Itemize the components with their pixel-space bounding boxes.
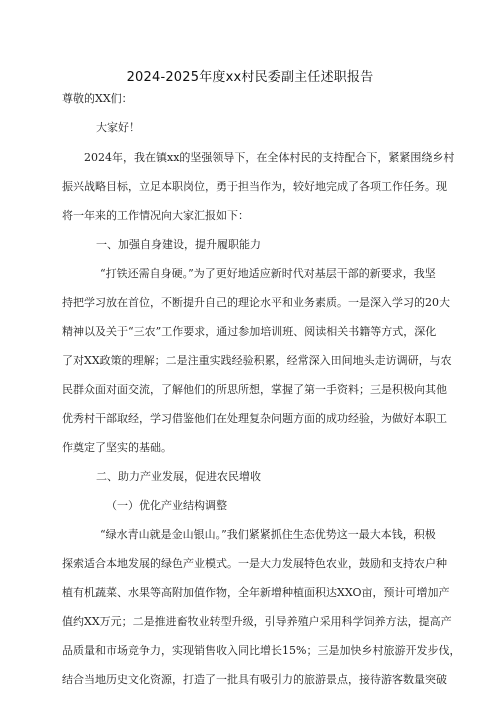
paragraph-line: 值约XX万元；二是推进畜牧业转型升级，引导养殖户采用科学饲养方法，提高产 — [62, 615, 452, 628]
paragraph-line: “绿水青山就是金山银山。”我们紧紧抓住生态优势这一最大本钱，积极 — [100, 528, 436, 541]
section-heading: 二、助力产业发展，促进农民增收 — [96, 470, 261, 483]
intro-line: 将一年来的工作情况向大家汇报如下： — [62, 209, 249, 222]
paragraph-line: “打铁还需自身硬。”为了更好地适应新时代对基层干部的新要求，我坚 — [100, 267, 436, 280]
paragraph-line: 持把学习放在首位，不断提升自己的理论水平和业务素质。一是深入学习的20大 — [62, 296, 450, 309]
section-heading: 一、加强自身建设，提升履职能力 — [96, 238, 261, 251]
paragraph-line: 民群众面对面交流，了解他们的所思所想，掌握了第一手资料；三是积极向其他 — [62, 383, 447, 396]
greeting: 大家好！ — [96, 121, 140, 134]
salutation: 尊敬的XX们： — [62, 92, 133, 105]
paragraph-line: 优秀村干部取经，学习借鉴他们在处理复杂问题方面的成功经验，为做好本职工 — [62, 412, 447, 425]
paragraph-line: 结合当地历史文化资源，打造了一批具有吸引力的旅游景点，接待游客数量突破 — [62, 673, 447, 686]
subsection-heading: （一）优化产业结构调整 — [106, 499, 227, 512]
paragraph-line: 精神以及关于“三农”工作要求，通过参加培训班、阅读相关书籍等方式，深化 — [62, 325, 437, 338]
intro-line: 2024年，我在镇xx的坚强领导下，在全体村民的支持配合下，紧紧围绕乡村 — [84, 151, 455, 164]
intro-line: 振兴战略目标，立足本职岗位，勇于担当作为，较好地完成了各项工作任务。现 — [62, 180, 447, 193]
paragraph-line: 了对XX政策的理解；二是注重实践经验积累，经常深入田间地头走访调研，与农 — [62, 354, 452, 367]
paragraph-line: 品质量和市场竞争力，实现销售收入同比增长15%；三是加快乡村旅游开发步伐， — [62, 644, 461, 657]
document-title: 2024-2025年度xx村民委副主任述职报告 — [126, 70, 374, 85]
paragraph-line: 植有机蔬菜、水果等高附加值作物，全年新增种植面积达XXO亩，预计可增加产 — [62, 586, 450, 599]
paragraph-line: 作奠定了坚实的基础。 — [62, 441, 172, 454]
paragraph-line: 探索适合本地发展的绿色产业模式。一是大力发展特色农业，鼓励和支持农户种 — [62, 557, 447, 570]
